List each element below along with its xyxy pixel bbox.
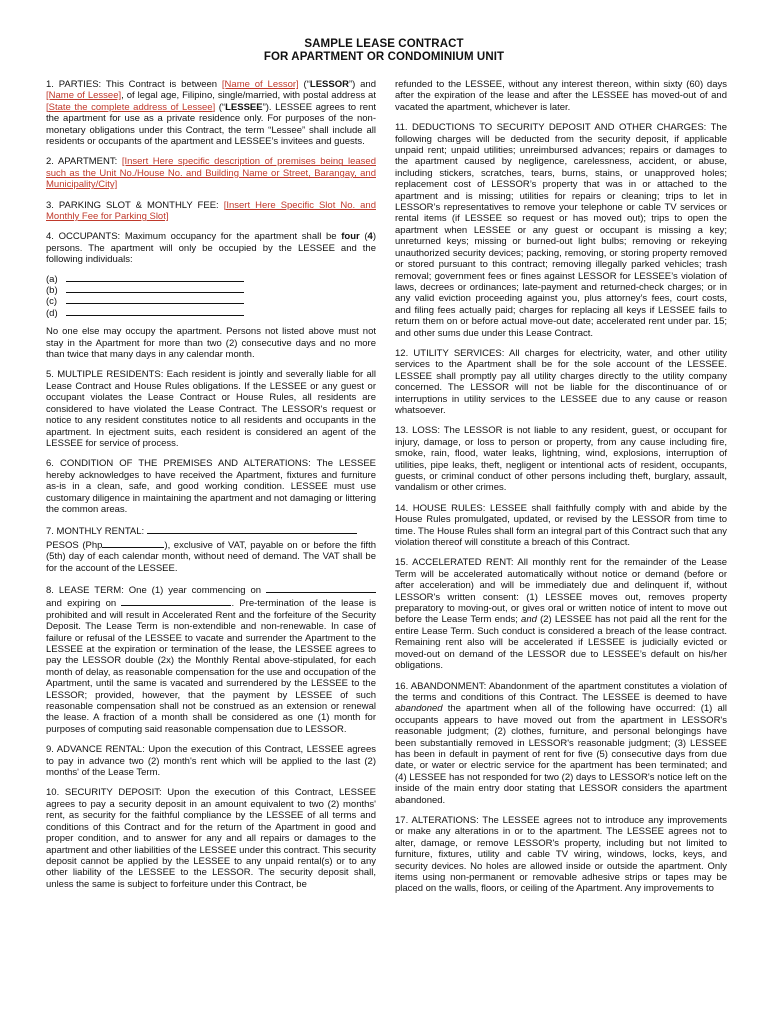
clause-multiple-residents: 5. MULTIPLE RESIDENTS: Each resident is jointly and severally liable for all Lease Contract and House Rules obligations. If the LESSEE or any guest or occupant violates the Lease Contract or House Rules, all residents are considered to have violated the Lease Contract. The LESSOR's request or notice to any resident constitutes notice to all residents and occupants in the apartment. In ejectment suits, each resident is considered an agent of the LESSEE for service of process. (46, 369, 376, 449)
clause-alterations: 17. ALTERATIONS: The LESSEE agrees not to introduce any improvements or make any alterations in or to the apartment. The LESSEE agrees not to alter, damage, or remove LESSOR's property, including but not limited to furniture, fixtures, utility and cable TV wiring, windows, locks, keys, and security devices. No holes are allowed inside or outside the apartment. Only items using non-permanent or removable adhesive strips or tapes may be placed on the walls, floors, or ceiling of the Apartment. Any improvements to (395, 814, 727, 895)
clause-security-deposit: 10. SECURITY DEPOSIT: Upon the execution of this Contract, LESSEE agrees to pay a security deposit in an amount equivalent to two (2) months' rent, as security for the faithful compliance by the LESSEE of all terms and conditions of this Contract and for the return of the Apartment in good and proper condition, and to answer for any and all repairs or damages to the apartment and other liabilities of the LESSEE under this contract. This security deposit cannot be applied by the LESSEE to any unpaid rental(s) or to any other liability of the LESSEE to the LESSOR. The security deposit shall, unless the same is subject to forfeiture under this Contract, be (46, 787, 376, 890)
clause-abandonment: 16. ABANDONMENT: Abandonment of the apartment constitutes a violation of the terms and conditions of this Contract. The LESSEE is deemed to have abandoned the apartment when all of the following have occurred: (1) all occupants appears to have moved out from the apartment in LESSOR's reasonable judgment; (2) clothes, furniture, and personal belongings have been substantially removed in LESSOR's reasonable judgment; (3) LESSEE has been in default in payment of rent for five (5) consecutive days from due date, or water or electric service for the apartment has been terminated; and (4) LESSEE has not responded for two (2) days to LESSOR's notice left on the inside of the main entry door stating that LESSOR considers the apartment abandoned. (395, 680, 727, 806)
document-subtitle: FOR APARTMENT OR CONDOMINIUM UNIT (263, 51, 505, 63)
clause-utility-services: 12. UTILITY SERVICES: All charges for electricity, water, and other utility services to the Apartment shall be for the sole account of the LESSEE. LESSEE shall promptly pay all utility charges directly to the utility company concerned. The LESSOR will not be liable for the discontinuance of or interruptions in utility services to the LESSEE due to any cause or reason whatsoever. (395, 347, 727, 416)
clause-security-deposit-cont: refunded to the LESSEE, without any interest thereon, within sixty (60) days after the expiration of the lease and after the LESSEE has moved-out of and vacated the apartment, whichever is later. (395, 79, 727, 113)
list-item: (b) (46, 283, 376, 294)
list-item: (a) (46, 272, 376, 283)
lessee-address-placeholder: [State the complete address of Lessee] (46, 101, 216, 113)
occupant-blank (66, 294, 244, 304)
clause-accelerated-rent: 15. ACCELERATED RENT: All monthly rent for the remainder of the Lease Term will be accelerated automatically without notice or demand (before or after acceleration) and will be immediately due and delinquent if, without LESSOR's written consent: (1) LESSEE moves out, removes property preparatory to moving-out, or gives oral or written notice of intent to move out before the Lease Term ends; and (2) LESSEE has not paid all the rent for the entire Lease Term. Such conduct is considered a breach of the lease contract. Remaining rent also will be accelerated if LESSEE is judicially evicted or moved-out on demand of the LESSOR due to LESSEE’s default on his/her obligations. (395, 557, 728, 672)
clause-house-rules: 14. HOUSE RULES: LESSEE shall faithfully comply with and abide by the House Rules promulgated, updated, or revised by the LESSOR from time to time. The House Rules shall form an integral part of this Contract such that any violation thereof will constitute a breach of this Contract. (395, 502, 727, 549)
parking-slot-placeholder: [Insert Here Specific Slot No. and Monthly Fee for Parking Slot] (46, 199, 376, 223)
clause-occupants-note: No one else may occupy the apartment. Persons not listed above must not stay in the Apartment for more than two (2) consecutive days and no more than twice that many days in any calendar month. (46, 326, 376, 361)
occupant-blank (66, 306, 244, 316)
apartment-description-placeholder: [Insert Here specific description of premises being leased such as the Unit No./House No. and Building Name or Street, Barangay, and Municipality/City] (46, 156, 376, 191)
list-item: (c) (46, 294, 376, 305)
clause-advance-rental: 9. ADVANCE RENTAL: Upon the execution of this Contract, LESSEE agrees to pay in advance two (2) month's rent which will be applied to the last (2) months' of the Lease Term. (46, 744, 376, 779)
occupant-list (46, 272, 376, 318)
clause-condition: 6. CONDITION OF THE PREMISES AND ALTERATIONS: The LESSEE hereby acknowledges to have received the Apartment, fixtures and furniture as-is in a clean, safe, and good working condition. LESSEE must use customary diligence in maintaining the apartment and not damaging or littering the common areas. (46, 458, 376, 515)
clause-monthly-rental: 7. MONTHLY RENTAL: PESOS (Php ), exclusive of VAT, payable on or before the fifth (5th) day of each calendar month, without need of demand. The VAT shall be for the account of the LESSEE. (46, 526, 376, 574)
clause-loss: 13. LOSS: The LESSOR is not liable to any resident, guest, or occupant for injury, damage, or loss to person or property, from any cause including fire, smoke, rain, flood, water leaks, lightning, wind, explosions, interruption of utilities, pipe leaks, theft, negligent or intentional acts of resident, occupants, guests, or criminal conduct of other persons including theft, burglary, assault, vandalism or other crimes. (395, 425, 727, 494)
lessor-name-placeholder: [Name of Lessor] (221, 79, 299, 90)
right-column (395, 79, 727, 904)
occupant-blank (66, 283, 244, 293)
clause-apartment: 2. APARTMENT: [Insert Here specific description of premises being leased such as the Unit No./House No. and Building Name or Street, Barangay, and Municipality/City] (46, 156, 376, 191)
clause-parking: 3. PARKING SLOT & MONTHLY FEE: [Insert Here Specific Slot No. and Monthly Fee for Parking Slot] (46, 199, 376, 223)
list-item: (d) (46, 306, 376, 317)
clause-occupants: 4. OCCUPANTS: Maximum occupancy for the apartment shall be four (4) persons. The apartment will only be occupied by the LESSEE and the following individuals: (46, 231, 376, 266)
clause-lease-term: 8. LEASE TERM: One (1) year commencing on and expiring on . Pre-termination of the lease is prohibited and will result in Accelerated Rent and the forfeiture of the Security Deposit. The Lease Term is non-extendible and non-renewable. In case of failure or refusal of the LESSEE to vacate and surrender the Apartment to the LESSEE at the expiration or termination of the lease, the LESSEE agrees to pay the LESSOR double (2x) the Monthly Rental above-stipulated, for each month of delay, as reasonable compensation for the use and occupation of the Apartment, until the same is vacated and surrendered by the LESSEE to the LESSOR; provided, however, that the payment by LESSEE of such reasonable compensation shall not be construed as an extension or renewal the lease. A fraction of a month shall be considered as one (1) month for purposes of computing said reasonable compensation due to LESSOR. (46, 584, 376, 735)
clause-parties: 1. PARTIES: This Contract is between [Name of Lessor] (“LESSOR”) and [Name of Lessee], of legal age, Filipino, single/married, with postal address at [State the complete address of Lessee] (“LESSEE”). LESSEE agrees to rent the apartment for use as a private residence only. For purposes of the non-monetary obligations under this Contract, the term “Lessee” shall include all residents or occupants of the apartment and LESSEE’s invitees and guests. (46, 79, 376, 148)
clause-deductions: 11. DEDUCTIONS TO SECURITY DEPOSIT AND OTHER CHARGES: The following charges will be deducted from the security deposit, if applicable unpaid rent; unpaid utilities; unreimbursed advances; repairs or damages to the apartment caused by negligence, carelessness, accident, or abuse, including stickers, scratches, tears, burns, stains, or unapproved holes; replacement cost of LESSOR’s property that was in or attached to the apartment and is missing; utilities for repairs or cleaning; trips to let in LESSOR’s representatives to remove your telephone or cable TV services or rental items (if LESSEE so request or has moved out); trips to open the apartment when LESSEE or any guest or occupant is missing a key; unreturned keys; missing or burned-out light bulbs; removing or rekeying unauthorized security devices; packing, removing, or storing property removed or stored pursuant to this contract; removing illegally parked vehicles; trash removal; government fees or fines against LESSOR for LESSEE’s violation of laws, decrees or ordinances; late-payment and returned-check charges; or in any valid eviction proceeding against you, plus attorney’s fees, court costs, and filing fees actually paid; charges for replacing all keys if LESSEE fails to return them on or before actual move-out date; accelerated rent under par. 15; and other sums due under this Lease Contract. (395, 122, 727, 339)
occupant-blank (66, 272, 244, 282)
left-column (46, 79, 376, 899)
document-title: SAMPLE LEASE CONTRACT (304, 38, 464, 50)
lessee-name-placeholder: [Name of Lessee] (46, 90, 122, 102)
